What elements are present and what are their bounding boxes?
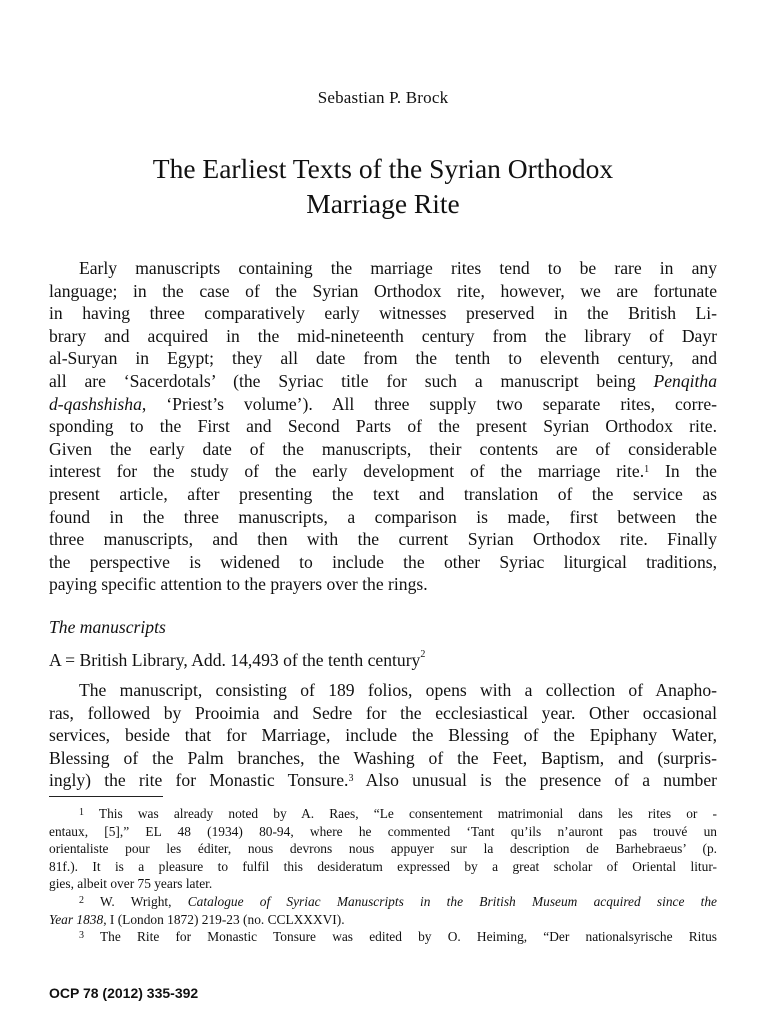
italic-term: Year 1838	[49, 911, 104, 927]
text-line: Early manuscripts containing the marriage rites tend to be rare in any	[79, 258, 717, 278]
footnote-ref-2[interactable]: 2	[420, 649, 426, 660]
text-run: In the	[649, 461, 717, 482]
author-name: Sebastian P. Brock	[317, 88, 449, 107]
footnote-number: 3	[79, 930, 84, 942]
journal-citation: OCP 78 (2012) 335-392	[49, 985, 199, 1001]
footnote-1-line: entaux, [5],” EL 48 (1934) 80-94, where he commented ‘Tant qu’ils n’auront pas trouvé un	[49, 823, 717, 839]
text-run: all are ‘Sacerdotals’ (the Syriac title for such a manuscript being	[49, 370, 654, 391]
text-line: language; in the case of the Syrian Orthodox rite, however, we are fortunate	[49, 280, 717, 301]
footnote-divider	[49, 796, 163, 797]
footnote-ref-3[interactable]: 3	[348, 773, 354, 785]
text-line: paying specific attention to the prayers over the rings.	[49, 574, 428, 595]
text-line: services, beside that for Marriage, include the Blessing of the Epiphany Water,	[49, 725, 717, 746]
article-title	[49, 151, 717, 221]
footnote-3-line	[49, 928, 717, 946]
text-line: sponding to the First and Second Parts of the present Syrian Orthodox rite.	[49, 416, 717, 437]
text-line: found in the three manuscripts, a comparison is made, first between the	[49, 506, 717, 527]
footnote-number: 2	[79, 894, 84, 906]
text-line	[49, 370, 717, 393]
text-line: the perspective is widened to include the other Syriac liturgical traditions,	[49, 551, 717, 572]
text-run: A = British Library, Add. 14,493 of the tenth century	[49, 650, 421, 670]
text-run: , ‘Priest’s volume’). All three supply two separate rites, corre-	[141, 393, 717, 414]
title-line-1: The Earliest Texts of the Syrian Orthodox	[152, 153, 614, 184]
text-run: , I (London 1872) 219-23 (no. CCLXXXVI).	[103, 911, 345, 927]
text-run: This was already noted by A. Raes, “Le consentement matrimonial dans les rites or -	[98, 806, 717, 821]
text-line: Blessing of the Palm branches, the Washing of the Feet, Baptism, and (surpris-	[49, 747, 717, 768]
text-line: in having three comparatively early witnesses preserved in the British Li-	[49, 303, 717, 324]
text-line	[49, 769, 717, 792]
footnote-2-line	[49, 893, 717, 911]
text-run: W. Wright,	[100, 893, 188, 909]
intro-paragraph	[49, 257, 717, 596]
manuscript-a-heading	[49, 650, 425, 671]
text-line: The manuscript, consisting of 189 folios, opens with a collection of Anapho-	[79, 680, 717, 700]
text-run: interest for the study of the early development of the marriage rite.	[49, 461, 645, 482]
manuscript-a-paragraph	[49, 679, 717, 792]
footnote-1-line: orientaliste pour les éditer, nous devrons nous appuyer sur la description de Barhebraeus’ (p.	[49, 841, 717, 857]
footnote-1-line: gies, albeit over 75 years later.	[49, 876, 213, 892]
section-heading: The manuscripts	[49, 617, 166, 637]
footnote-number: 1	[79, 807, 84, 818]
text-line: al-Suryan in Egypt; they all date from the tenth to eleventh century, and	[49, 348, 717, 369]
text-line	[49, 460, 717, 483]
title-line-2: Marriage Rite	[306, 188, 460, 219]
text-line: Given the early date of the manuscripts, their contents are of considerable	[49, 438, 717, 459]
text-line: present article, after presenting the text and translation of the service as	[49, 483, 717, 504]
text-line: ras, followed by Prooimia and Sedre for the ecclesiastical year. Other occasional	[49, 702, 717, 723]
text-run: Also unusual is the presence of a number	[353, 770, 717, 791]
footnote-ref-1[interactable]: 1	[644, 464, 650, 476]
footnotes	[49, 805, 717, 946]
text-run: The Rite for Monastic Tonsure was edited by O. Heiming, “Der nationalsyrische Ritus	[99, 929, 717, 945]
footnote-1-line: 81f.). It is a pleasure to fulfil this desideratum expressed by a great scholar of Oriental litur-	[49, 858, 717, 874]
text-line: brary and acquired in the mid-nineteenth century from the library of Dayr	[49, 325, 717, 346]
text-run: ingly) the rite for Monastic Tonsure.	[49, 770, 349, 791]
italic-term: Penqitha	[653, 370, 717, 391]
italic-term: d-qashshisha	[49, 393, 142, 414]
footnote-1-line	[49, 805, 717, 823]
footnote-2-line	[49, 911, 717, 929]
italic-term: Catalogue of Syriac Manuscripts in the British Museum acquired since the	[187, 893, 718, 909]
text-line	[49, 393, 717, 416]
text-line: three manuscripts, and then with the current Syrian Orthodox rite. Finally	[49, 529, 717, 550]
paper-page	[49, 0, 717, 1024]
